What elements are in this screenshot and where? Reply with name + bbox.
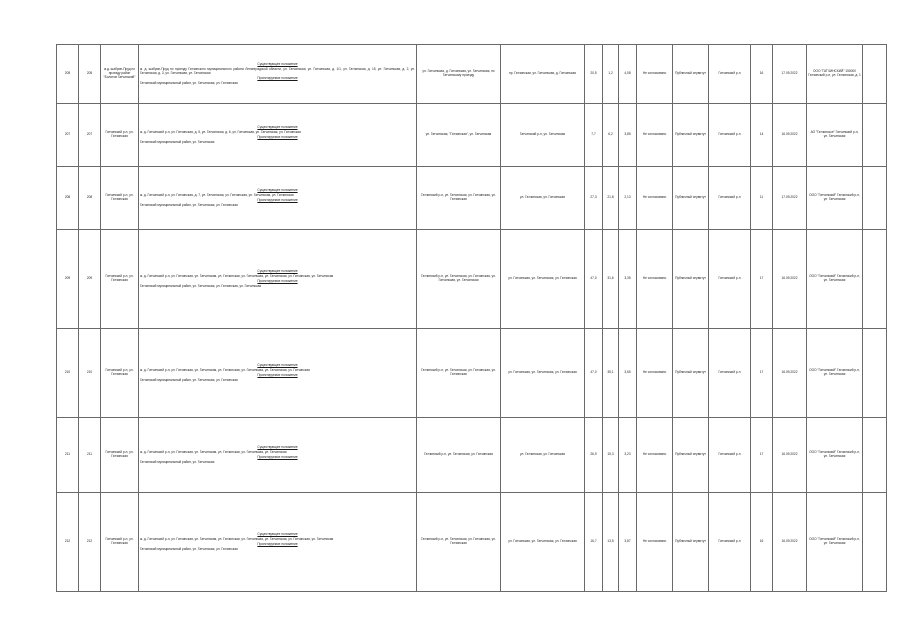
section-text: Гатчинский муниципальный район, ул. Гатчинская <box>140 139 215 144</box>
date-cell: 16.09.2022 <box>773 418 807 493</box>
value-cell: 16,7 <box>585 493 603 592</box>
owner-cell: Гатчинский р-н, ул. Гатчинская <box>101 230 139 329</box>
owner-cell: Гатчинский р-н, ул. Гатчинская <box>101 493 139 592</box>
section-text: ж. д. Гатчинский р-н, ул. Гатчинская, д. 5, ул. Гатчинская, д. 6, ул. Гатчинская, ул. Гатчинская, ул. Гатчинская <box>140 130 301 135</box>
value-cell: 47,0 <box>585 329 603 418</box>
value-cell: 3,85 <box>619 104 637 167</box>
registry-table <box>56 44 887 592</box>
section-heading: Существующее положение <box>257 532 298 537</box>
section-text: ж. д. Гатчинский р-н, ул. Гатчинская, ул. Гатчинская, ул. Гатчинская, ул. Гатчинская, ул. Гатчинская, ул. Гатчинская, ул. Гатчинская <box>140 274 334 279</box>
description-cell <box>139 45 417 104</box>
organization-cell: АО "Гатчинское" Гатчинский р-н, ул. Гатчинская <box>807 104 863 167</box>
description-cell <box>139 329 417 418</box>
section-text: Гатчинский муниципальный район, ул. Гатчинская, ул. Гатчинская, ул. Гатчинская <box>140 283 262 288</box>
location-projected-cell: Гатчинский р-н, ул. Гатчинская <box>501 104 585 167</box>
description-cell <box>139 167 417 230</box>
count-cell: 17 <box>751 230 773 329</box>
table-row <box>57 493 887 592</box>
district-cell: Гатчинский р-н <box>709 493 751 592</box>
date-cell: 16.09.2022 <box>773 329 807 418</box>
location-existing-cell: Гатчинский р-н, ул. Гатчинская, ул. Гатчинская, ул. Гатчинская <box>417 493 501 592</box>
servitude-type-cell: Публичный сервитут <box>673 418 709 493</box>
notes-cell <box>863 104 887 167</box>
section-heading: Проектируемое положение <box>257 542 298 546</box>
count-cell: 14 <box>751 104 773 167</box>
value-cell: 21,8 <box>603 167 619 230</box>
section-heading: Проектируемое положение <box>257 198 298 202</box>
count-cell: 17 <box>751 329 773 418</box>
servitude-type-cell: Публичный сервитут <box>673 493 709 592</box>
section-heading: Существующее положение <box>257 269 298 274</box>
value-cell: 6,2 <box>603 104 619 167</box>
organization-cell: ООО "ГАТЧИНСКИЙ" 150000 Гатчинский р-н, ул. Гатчинская, д. 1 <box>807 45 863 104</box>
location-existing-cell: ул. Гатчинская, "Гатчинская", ул. Гатчинская <box>417 104 501 167</box>
row-index-cell: 212 <box>79 493 101 592</box>
status-cell: Не согласовано <box>637 230 673 329</box>
row-number-cell: 212 <box>57 493 79 592</box>
section-text: Гатчинский муниципальный район, ул. Гатчинская, ул. Гатчинская <box>140 202 238 207</box>
description-cell <box>139 104 417 167</box>
servitude-type-cell: Публичный сервитут <box>673 167 709 230</box>
servitude-type-cell: Публичный сервитут <box>673 104 709 167</box>
date-cell: 16.09.2022 <box>773 493 807 592</box>
notes-cell <box>863 418 887 493</box>
value-cell: 26,9 <box>585 418 603 493</box>
row-number-cell: 207 <box>57 104 79 167</box>
status-cell: Не согласовано <box>637 167 673 230</box>
table-row <box>57 45 887 104</box>
value-cell: 35,1 <box>603 329 619 418</box>
district-cell: Гатчинский р-н <box>709 104 751 167</box>
row-index-cell: 210 <box>79 329 101 418</box>
value-cell: 7,7 <box>585 104 603 167</box>
location-existing-cell: Гатчинский р-н, ул. Гатчинская, ул. Гатчинская, ул. Гатчинская <box>417 329 501 418</box>
row-index-cell: 211 <box>79 418 101 493</box>
notes-cell <box>863 493 887 592</box>
section-heading: Существующее положение <box>257 62 298 67</box>
organization-cell: ООО "Гатчинский" Гатчинский р-н, ул. Гатчинская <box>807 167 863 230</box>
date-cell: 17.09.2022 <box>773 167 807 230</box>
status-cell: Не согласовано <box>637 493 673 592</box>
location-existing-cell: Гатчинский р-н, ул. Гатчинская, ул. Гатчинская <box>417 418 501 493</box>
value-cell: 3,87 <box>619 493 637 592</box>
description-cell <box>139 230 417 329</box>
count-cell: 17 <box>751 418 773 493</box>
owner-cell: Гатчинский р-н, ул. Гатчинская <box>101 167 139 230</box>
section-text: ж. д. Гатчинский р-н, ул. Гатчинская, ул. Гатчинская, ул. Гатчинская, ул. Гатчинская, ул. Гатчинская, ул. Гатчинская <box>140 368 310 373</box>
row-number-cell: 209 <box>57 230 79 329</box>
section-text: Гатчинский муниципальный район, ул. Гатчинская, ул. Гатчинская <box>140 377 238 382</box>
value-cell: 13,5 <box>603 493 619 592</box>
servitude-type-cell: Публичный сервитут <box>673 230 709 329</box>
district-cell: Гатчинский р-н <box>709 329 751 418</box>
row-number-cell: 211 <box>57 418 79 493</box>
date-cell: 17.09.2022 <box>773 45 807 104</box>
location-projected-cell: пр. Гатчинская, ул. Гатчинская, д. Гатчинская <box>501 45 585 104</box>
value-cell: 3,35 <box>619 230 637 329</box>
section-heading: Проектируемое положение <box>257 455 298 459</box>
section-heading: Существующее положение <box>257 188 298 193</box>
notes-cell <box>863 329 887 418</box>
table-row <box>57 329 887 418</box>
section-text: Гатчинский муниципальный район, ул. Гатчинская, ул. Гатчинская <box>140 546 238 551</box>
owner-cell: Гатчинский р-н, ул. Гатчинская <box>101 418 139 493</box>
date-cell: 16.09.2022 <box>773 104 807 167</box>
count-cell: 16 <box>751 493 773 592</box>
row-number-cell: 210 <box>57 329 79 418</box>
status-cell: Не согласовано <box>637 45 673 104</box>
section-text: ж. д. Гатчинский р-н, ул. Гатчинская, ул. Гатчинская, ул. Гатчинская, ул. Гатчинская, ул. Гатчинская <box>140 450 287 455</box>
district-cell: Гатчинский р-н <box>709 418 751 493</box>
notes-cell <box>863 45 887 104</box>
status-cell: Не согласовано <box>637 329 673 418</box>
value-cell: 20,5 <box>585 45 603 104</box>
row-number-cell: 208 <box>57 167 79 230</box>
location-projected-cell: ул. Гатчинская, ул. Гатчинская <box>501 418 585 493</box>
table-row <box>57 167 887 230</box>
organization-cell: ООО "Гатчинский" Гатчинский р-н, ул. Гатчинская <box>807 418 863 493</box>
value-cell: 31,6 <box>603 230 619 329</box>
section-text: ж. д. шабрин-Пруд по проезду Гатчинского муниципального района Ленинградской области, ул. Гатчинская, ул. Гатчинская, д. 1/1, ул. Гатчинская, д. 15, ул. Гатчинская, д. 2, ул. Гатчинская, д. 3, ул. Гатчинская, ул. Гатчинская <box>140 67 415 76</box>
location-projected-cell: ул. Гатчинская, ул. Гатчинская, ул. Гатчинская <box>501 329 585 418</box>
section-text: Гатчинский муниципальный район, ул. Гатчинская <box>140 459 215 464</box>
row-index-cell: 209 <box>79 230 101 329</box>
section-heading: Проектируемое положение <box>257 279 298 283</box>
value-cell: 2,13 <box>619 167 637 230</box>
servitude-type-cell: Публичный сервитут <box>673 329 709 418</box>
count-cell: 16 <box>751 45 773 104</box>
organization-cell: ООО "Гатчинский" Гатчинский р-н, ул. Гатчинская <box>807 493 863 592</box>
owner-cell: ж.д. шабрин-Пруд по проезду район "Болотов Гатчинский" <box>101 45 139 104</box>
row-index-cell: 207 <box>79 104 101 167</box>
section-heading: Существующее положение <box>257 363 298 368</box>
section-heading: Проектируемое положение <box>257 75 298 80</box>
section-text: ж. д. Гатчинский р-н, ул. Гатчинская, ул. Гатчинская, ул. Гатчинская, ул. Гатчинская, ул. Гатчинская, ул. Гатчинская, ул. Гатчинская <box>140 537 334 542</box>
table-row <box>57 418 887 493</box>
district-cell: Гатчинский р-н <box>709 167 751 230</box>
value-cell: 1,2 <box>603 45 619 104</box>
district-cell: Гатчинский р-н <box>709 45 751 104</box>
row-number-cell: 205 <box>57 45 79 104</box>
value-cell: 27,3 <box>585 167 603 230</box>
value-cell: 15,3 <box>603 418 619 493</box>
owner-cell: Гатчинский р-н, ул. Гатчинская <box>101 329 139 418</box>
section-text: Гатчинский муниципальный район, ул. Гатчинская, ул. Гатчинская <box>140 80 238 85</box>
description-cell <box>139 418 417 493</box>
status-cell: Не согласовано <box>637 418 673 493</box>
section-heading: Проектируемое положение <box>257 135 298 139</box>
notes-cell <box>863 230 887 329</box>
section-heading: Существующее положение <box>257 445 298 450</box>
location-existing-cell: Гатчинский р-н, ул. Гатчинская, ул. Гатчинская, ул. Гатчинская, ул. Гатчинская <box>417 230 501 329</box>
status-cell: Не согласовано <box>637 104 673 167</box>
description-cell <box>139 493 417 592</box>
organization-cell: ООО "Гатчинский" Гатчинский р-н, ул. Гатчинская <box>807 329 863 418</box>
table-row <box>57 104 887 167</box>
table-row <box>57 230 887 329</box>
location-projected-cell: ул. Гатчинская, ул. Гатчинская <box>501 167 585 230</box>
location-existing-cell: Гатчинский р-н, ул. Гатчинская, ул. Гатчинская, ул. Гатчинская <box>417 167 501 230</box>
count-cell: 11 <box>751 167 773 230</box>
value-cell: 3,65 <box>619 329 637 418</box>
value-cell: 47,0 <box>585 230 603 329</box>
organization-cell: ООО "Гатчинский" Гатчинский р-н, ул. Гатчинская <box>807 230 863 329</box>
date-cell: 16.09.2022 <box>773 230 807 329</box>
location-existing-cell: ул. Гатчинская, д. Гатчинская, ул. Гатчинская, по Гатчинскому проезду <box>417 45 501 104</box>
value-cell: 3,23 <box>619 418 637 493</box>
location-projected-cell: ул. Гатчинская, ул. Гатчинская, ул. Гатчинская <box>501 493 585 592</box>
district-cell: Гатчинский р-н <box>709 230 751 329</box>
section-text: ж. д. Гатчинский р-н, ул. Гатчинская, д. 7, ул. Гатчинская, ул. Гатчинская, ул. Гатчинская, ул. Гатчинская <box>140 193 294 198</box>
notes-cell <box>863 167 887 230</box>
owner-cell: Гатчинский р-н, ул. Гатчинская <box>101 104 139 167</box>
location-projected-cell: ул. Гатчинская, ул. Гатчинская, ул. Гатчинская <box>501 230 585 329</box>
row-index-cell: 208 <box>79 167 101 230</box>
value-cell: 4,08 <box>619 45 637 104</box>
section-heading: Проектируемое положение <box>257 373 298 377</box>
servitude-type-cell: Публичный сервитут <box>673 45 709 104</box>
section-heading: Существующее положение <box>257 125 298 130</box>
row-index-cell: 205 <box>79 45 101 104</box>
